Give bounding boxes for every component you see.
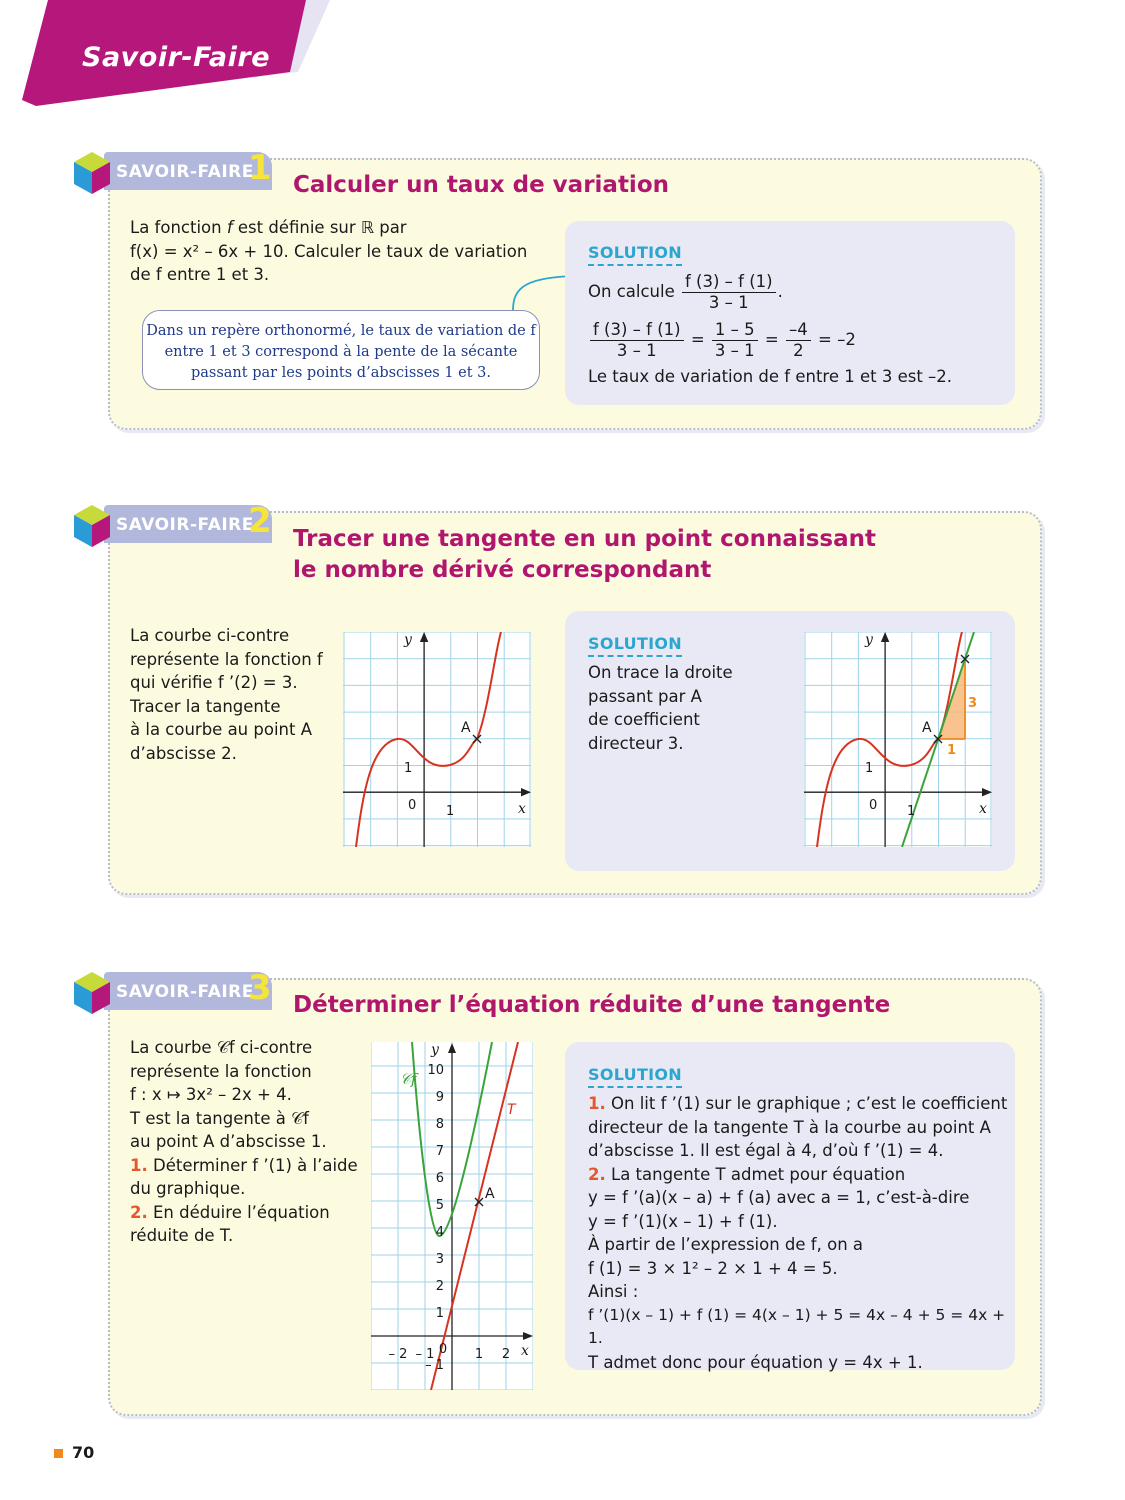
savoir-faire-3-title: Déterminer l’équation réduite d’une tangente — [293, 992, 891, 1018]
sf3-statement: La courbe 𝒞f ci-contre représente la fonction f : x ↦ 3x² – 2x + 4. T est la tangente à 𝒞f au point A d’abscisse 1. 1. Déterminer f ’(1) à l’aide du graphique. 2. En déduire l’équation réduite de T. — [130, 1038, 358, 1245]
x-axis-label: x — [518, 801, 526, 817]
page-number-marker — [54, 1449, 63, 1458]
sf2-solution-text: On trace la droite passant par A de coefficient directeur 3. — [588, 663, 733, 753]
y-tick-label: 2 — [435, 1279, 444, 1294]
x-tick-label: 2 — [501, 1347, 511, 1362]
point-a-label: A — [485, 1186, 495, 1202]
y-tick-label: 8 — [435, 1117, 444, 1132]
x-tick-label: 1 — [474, 1347, 484, 1362]
savoir-faire-1-title: Calculer un taux de variation — [293, 172, 669, 198]
page-header-title: Savoir-Faire — [82, 42, 271, 73]
cube-icon — [72, 503, 112, 549]
y-tick-label: 3 — [435, 1252, 444, 1267]
y-tick-label: 6 — [435, 1171, 444, 1186]
point-a-label: A — [922, 720, 932, 736]
y-tick-label: 1 — [404, 761, 413, 776]
x-tick-label: 1 — [907, 804, 916, 819]
sf1-solution-line2: $\frac{f (3) - f (1)}{3 - 1}$ = $\frac{1 - 5}{3 - 1}$ = $\frac{-4}{2}$ = –2 — [588, 320, 856, 361]
sf3-solution-label: SOLUTION — [588, 1066, 682, 1088]
rise-label: 3 — [968, 696, 978, 711]
y-axis-label: y — [865, 632, 873, 648]
x-axis-label: x — [979, 801, 987, 817]
x-axis-label: x — [521, 1343, 529, 1359]
sf1-solution-label: SOLUTION — [588, 244, 682, 266]
origin-label: 0 — [408, 798, 417, 813]
sf2-solution-label: SOLUTION — [588, 635, 682, 657]
sf3-parabola-tangent-graph — [371, 1042, 533, 1390]
point-a-label: A — [461, 720, 471, 736]
y-tick-label: 5 — [435, 1198, 444, 1213]
y-tick-label: 9 — [435, 1090, 444, 1105]
sf1-solution-line3: Le taux de variation de f entre 1 et 3 est –2. — [588, 367, 953, 386]
sf2-statement: La courbe ci-contre représente la fonction f qui vérifie f ’(2) = 3. Tracer la tangente à la courbe au point A d’abscisse 2. — [130, 626, 323, 763]
origin-label: 0 — [869, 798, 878, 813]
x-tick-label: – 2 — [388, 1347, 408, 1362]
y-tick-label: 10 — [427, 1063, 444, 1078]
tangent-label: T — [507, 1102, 516, 1118]
y-tick-label: 7 — [435, 1144, 444, 1159]
y-tick-label: – 1 — [425, 1358, 444, 1373]
x-tick-label: 0 — [438, 1342, 448, 1357]
sf2-tangent-graph — [804, 632, 992, 847]
cube-icon — [72, 970, 112, 1016]
sf3-solution-text: 1. On lit f ’(1) sur le graphique ; c’est le coefficient directeur de la tangente T à la courbe au point A d’abscisse 1. Il est égal à 4, d’où f ’(1) = 4. 2. La tangente T admet pour équation y = f ’(a)(x – a) + f (a) avec a = 1, c’est-à-dire y = f ’(1)(x – 1) + f (1). À partir de l’expression de f, on a f (1) = 3 × 1² – 2 × 1 + 4 = 5. Ainsi : f ’(1)(x – 1) + f (1) = 4(x – 1) + 5 = 4x – 4 + 5 = 4x + 1. T admet donc pour équation y = 4x + 1. — [588, 1094, 1008, 1372]
page-number: 70 — [72, 1443, 95, 1462]
hint-bubble: Dans un repère orthonormé, le taux de variation de f entre 1 et 3 correspond à la pente de la sécante passant par les points d’abscisses 1 et 3. — [142, 310, 540, 390]
run-label: 1 — [947, 743, 957, 758]
y-tick-label: 1 — [865, 761, 874, 776]
y-tick-label: 4 — [435, 1225, 444, 1240]
curve-label: 𝒞f — [400, 1070, 417, 1088]
x-tick-label: – 1 — [415, 1347, 435, 1362]
savoir-faire-2-title: Tracer une tangente en un point connaissant le nombre dérivé correspondant — [293, 526, 877, 583]
savoir-faire-3-badge: SAVOIR-FAIRE 3 — [104, 972, 272, 1010]
y-axis-label: y — [431, 1042, 439, 1058]
sf1-solution-line1: On calcule $\frac{f (3) - f (1)}{3 - 1}$ . — [588, 272, 783, 312]
savoir-faire-1-badge: SAVOIR-FAIRE 1 — [104, 152, 272, 190]
savoir-faire-2-badge: SAVOIR-FAIRE 2 — [104, 505, 272, 543]
y-axis-label: y — [404, 632, 412, 648]
sf1-statement: La fonction f est définie sur ℝ par f(x) = x² – 6x + 10. Calculer le taux de variation de f entre 1 et 3. — [130, 218, 528, 284]
x-tick-label: 1 — [446, 804, 455, 819]
cube-icon — [72, 150, 112, 196]
y-tick-label: 1 — [435, 1306, 444, 1321]
sf2-function-graph — [343, 632, 531, 847]
